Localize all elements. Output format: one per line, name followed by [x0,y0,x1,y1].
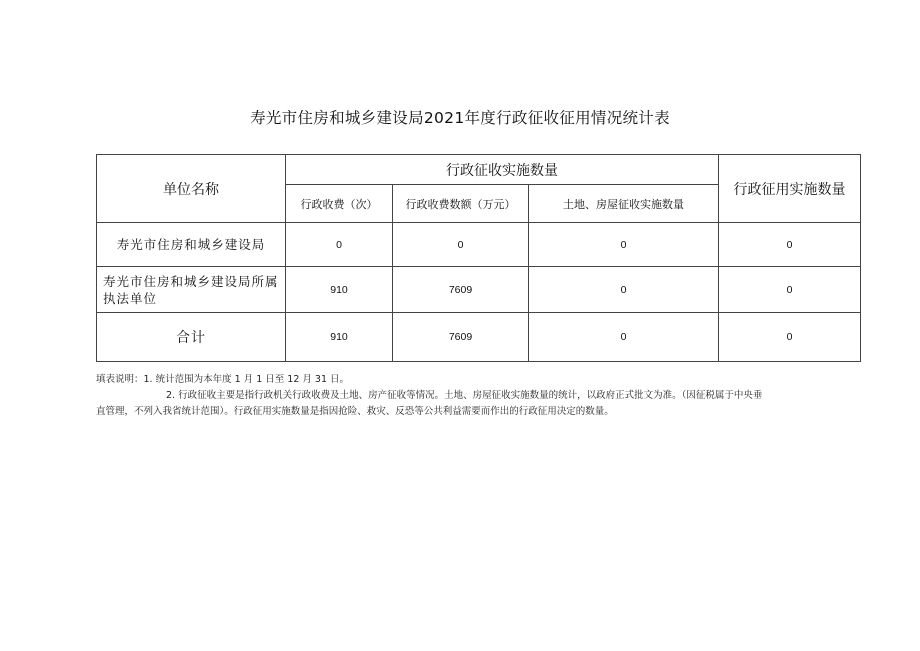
statistics-table [96,154,861,362]
header-fee-count: 行政收费（次） [286,185,393,223]
total-land-house-cell: 0 [529,313,719,362]
table-total-row [97,313,861,362]
fill-instructions [96,372,866,420]
fee-amount-cell: 0 [393,223,529,267]
table-row [97,267,861,313]
total-expropriation-cell: 0 [719,313,861,362]
fee-count-cell: 910 [286,267,393,313]
table-header-row [97,155,861,185]
header-land-house: 土地、房屋征收实施数量 [529,185,719,223]
note-line-3: 直管理，不列入我省统计范围）。行政征用实施数量是指因抢险、救灾、反恐等公共利益需要而作出的行政征用决定的数量。 [96,406,614,417]
header-fee-amount: 行政收费数额（万元） [393,185,529,223]
expropriation-cell: 0 [719,223,861,267]
header-collection-group: 行政征收实施数量 [286,155,719,185]
total-label-cell: 合计 [97,313,286,362]
total-fee-amount-cell: 7609 [393,313,529,362]
fee-count-cell: 0 [286,223,393,267]
page-title: 寿光市住房和城乡建设局2021年度行政征收征用情况统计表 [250,109,670,127]
unit-name-cell: 寿光市住房和城乡建设局 [97,223,286,267]
expropriation-cell: 0 [719,267,861,313]
header-expropriation: 行政征用实施数量 [719,155,861,223]
total-fee-count-cell: 910 [286,313,393,362]
land-house-cell: 0 [529,223,719,267]
note-line-2: 2. 行政征收主要是指行政机关行政收费及土地、房产征收等情况。土地、房屋征收实施数量的统计，以政府正式批文为准。（因征税属于中央垂 [166,390,763,401]
note-line-1: 填表说明：1. 统计范围为本年度 1 月 1 日至 12 月 31 日。 [96,374,350,385]
land-house-cell: 0 [529,267,719,313]
table-row [97,223,861,267]
header-unit-name: 单位名称 [97,155,286,223]
unit-name-cell: 寿光市住房和城乡建设局所属执法单位 [97,267,286,313]
fee-amount-cell: 7609 [393,267,529,313]
